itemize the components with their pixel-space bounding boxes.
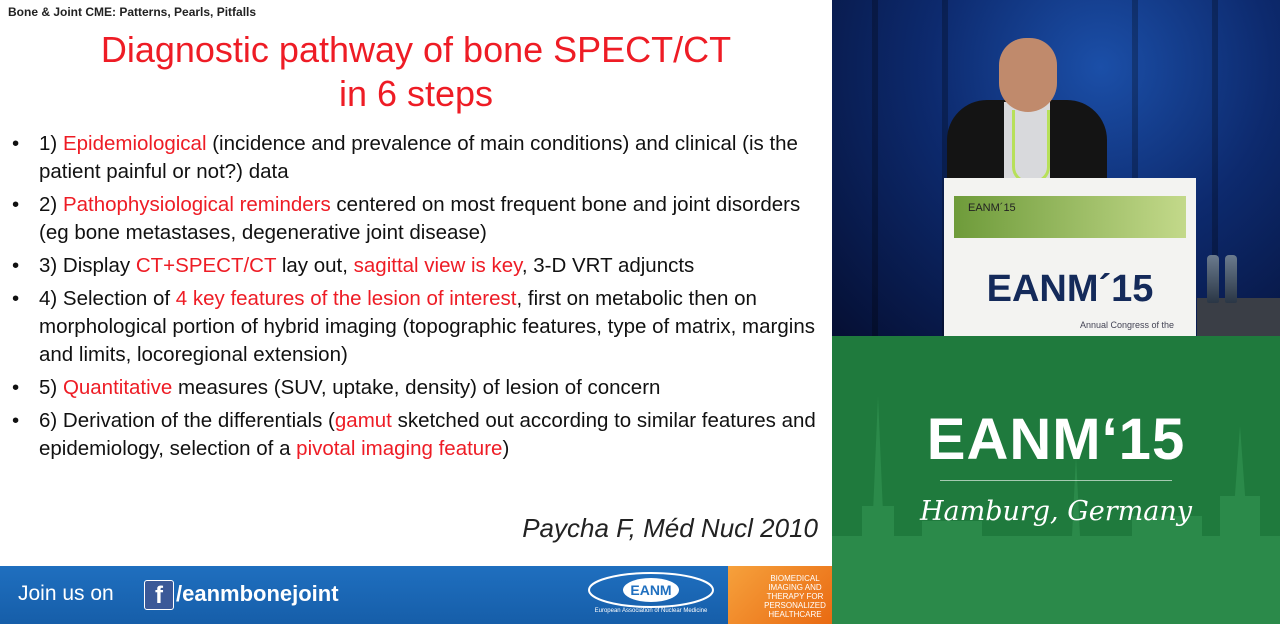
slide-title-line-1: Diagnostic pathway of bone SPECT/CT [100, 29, 732, 70]
bullet-item: • 6) Derivation of the differentials (gamut sketched out according to similar features and epidemiology, selection of a pivotal imaging feature) [10, 407, 822, 463]
orange-tagline-block [728, 566, 832, 624]
join-us-text: Join us on [18, 582, 114, 605]
citation: Paycha F, Méd Nucl 2010 [522, 513, 818, 543]
bullet-item: • 1) Epidemiological (incidence and prevalence of main conditions) and clinical (is the patient painful or not?) data [10, 130, 822, 186]
facebook-icon[interactable]: f [144, 580, 174, 610]
brand-divider [940, 480, 1172, 481]
bullet-item: • 4) Selection of 4 key features of the lesion of interest, first on metabolic then on morphological portion of hybrid imaging (topographic features, type of matrix, margins and limits, locoregional extension) [10, 285, 822, 369]
speaker-video [832, 0, 1280, 336]
water-bottle [1225, 255, 1237, 303]
congress-branding [832, 336, 1280, 624]
water-bottle [1207, 255, 1219, 303]
side-table [1197, 298, 1280, 336]
lanyard [1012, 110, 1050, 183]
brand-title: EANM‘15 [926, 407, 1186, 472]
facebook-handle-link[interactable]: /eanmbonejoint [176, 581, 339, 606]
podium-small-logo: EANM´15 [968, 202, 1016, 214]
brand-city: Hamburg, Germany [919, 496, 1193, 527]
speaker-head [999, 38, 1057, 112]
podium-subtitle: Annual Congress of the [1079, 320, 1174, 330]
podium [944, 178, 1196, 336]
bullet-item: • 2) Pathophysiological reminders centered on most frequent bone and joint disorders (eg bone metastases, degenerative joint disease) [10, 191, 822, 247]
tagline-text: BIOMEDICAL IMAGING AND THERAPY FOR PERSONALIZED HEALTHCARE [764, 574, 826, 619]
bullet-item: • 3) Display CT+SPECT/CT lay out, sagittal view is key, 3-D VRT adjuncts [10, 252, 822, 280]
slide-title [0, 28, 832, 116]
slide-header: Bone & Joint CME: Patterns, Pearls, Pitfalls [8, 5, 257, 19]
bullet-list [10, 130, 822, 468]
bullet-item: • 5) Quantitative measures (SUV, uptake, density) of lesion of concern [10, 374, 822, 402]
eanm-logo-subtext: European Association of Nuclear Medicine [594, 608, 708, 614]
eanm-logo [586, 571, 716, 615]
slide-title-line-2: in 6 steps [338, 73, 494, 114]
eanm-logo-text: EANM [630, 582, 672, 598]
slide-footer [0, 566, 832, 624]
podium-title: EANM´15 [986, 268, 1154, 310]
curtain-fold [872, 0, 878, 336]
podium-banner [954, 196, 1186, 238]
